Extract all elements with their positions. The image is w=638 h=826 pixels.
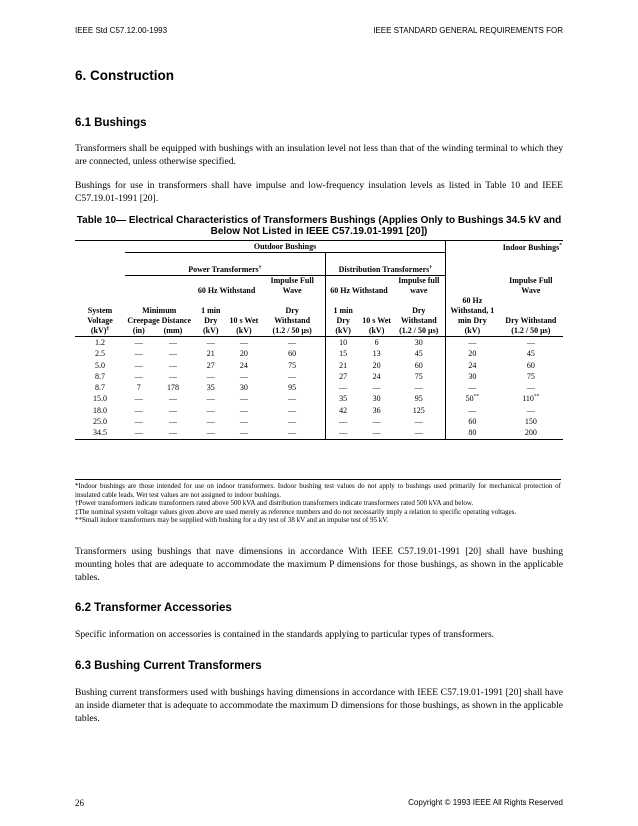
col-group-impulse-full-wave-indoor: Impulse Full Wave [509,276,553,295]
table-cell: — [168,360,177,370]
table-cell: — [228,427,260,439]
col-1min-dry: 1 min Dry [201,306,221,325]
col-group-impulse-full-wave-dist: Impulse full wave [398,276,440,295]
group-header-indoor: Indoor Bushings* [446,241,563,253]
table-cell: — [372,383,381,393]
subsection-title-accessories: 6.2 Transformer Accessories [75,602,232,614]
table-cell: — [239,405,248,415]
table-cell: 30 [372,394,381,404]
table-row [75,371,563,382]
table-cell: — [260,416,325,427]
copyright-notice: Copyright © 1993 IEEE All Rights Reserved [408,798,563,807]
table-cell: 34.5 [75,427,125,439]
table-cell: 30 [446,371,499,382]
table-cell: 75 [260,360,325,371]
paragraph-after-table: Transformers using bushings that nave dimensions in accordance With IEEE C57.19.01-1991 [20] shall have bushing mounting holes that are adequate to accommodate the maximum P dimensions for those bushings, as shown in the applicable tables. [75,546,563,583]
unit-wave: (1.2 / 50 μs) [499,326,563,337]
table-row [75,427,563,439]
table-cell: — [206,371,215,381]
table-cell: 35 [206,383,215,393]
table-cell: — [206,405,215,415]
table-cell: — [446,382,499,393]
col-60hz-withstand-indoor: 60 Hz Withstand, 1 min Dry [446,296,499,326]
table-cell: — [134,338,143,347]
col-minimum-creepage: Minimum Creepage Distance [127,306,192,325]
unit-wave: (1.2 / 50 μs) [260,326,325,337]
paragraph-bushings-1: Transformers shall be equipped with bushings with an insulation level not less than that of the winding terminal to which they are connected, unless otherwise specified. [75,143,563,167]
col-10s-wet-dist: 10 s Wet [362,316,391,325]
table-cell: — [372,417,381,427]
unit-mm: (mm) [153,326,194,337]
table-cell: 24 [446,360,499,371]
table-cell: 2.5 [95,349,105,359]
table-cell: — [206,394,215,404]
page-number: 26 [75,798,84,808]
unit-kv: (kV) [228,326,260,337]
unit-in: (in) [125,326,153,337]
table-cell: — [260,427,325,439]
col-group-60hz-withstand-dist: 60 Hz Withstand [330,286,388,295]
table-body [75,337,563,440]
table-row [75,382,563,393]
table-cell: — [193,427,228,439]
col-group-impulse-full-wave: Impulse Full Wave [260,276,325,297]
footnote: **Small indoor transformers may be supplied with bushing for a dry test of 38 kV and an impulse test of 95 kV. [75,516,389,524]
table-cell: 60 [414,360,423,370]
table-cell: — [239,417,248,427]
table-cell: — [339,417,348,427]
table-cell: — [125,427,153,439]
table-cell: 13 [372,349,381,359]
table-cell: — [239,394,248,404]
table-cell: — [260,405,325,416]
table-cell: — [168,405,177,415]
subsection-title-current-transformers: 6.3 Bushing Current Transformers [75,660,262,672]
table-cell: 200 [499,427,563,439]
table-cell: — [526,338,535,347]
table-cell: 27 [339,371,348,381]
table-cell: 20 [239,349,248,359]
col-dry-withstand-dist: Dry Withstand [400,306,437,325]
table-cell: — [206,417,215,427]
table-cell: 36 [372,405,381,415]
section-title: 6. Construction [75,68,175,83]
table-cell: — [361,427,393,439]
running-header-left: IEEE Std C57.12.00-1993 [75,26,168,35]
table-cell: 45 [526,349,535,359]
subsection-title-bushings: 6.1 Bushings [75,117,147,129]
table-cell: 24 [372,371,381,381]
col-10s-wet: 10 s Wet [229,316,259,325]
table-row [75,360,563,371]
table-cell: — [153,427,194,439]
table-row [75,405,563,416]
table-cell: — [168,394,177,404]
table-cell: 7 [136,383,141,393]
table-cell: 60 [260,348,325,359]
table-cell: — [260,337,325,349]
table-cell: 95 [414,394,423,404]
table-footnotes [75,479,561,525]
table-row [75,348,563,359]
running-header-right: IEEE STANDARD GENERAL REQUIREMENTS FOR [373,26,563,35]
table-cell: — [168,371,177,381]
table-cell: — [134,371,143,381]
group-header-outdoor: Outdoor Bushings [125,241,446,253]
unit-wave: (1.2 / 50 μs) [392,326,445,337]
table-cell: 20 [372,360,381,370]
table-cell: 42 [339,405,348,415]
table-cell: 18.0 [93,405,107,415]
table-caption: Table 10— Electrical Characteristics of Transformers Bushings (Applies Only to Bushings 34.5 kV and Below Not Listed in IEEE C57.19.01-1991 [20]) [76,215,562,237]
table-cell: — [526,405,535,415]
table-cell: — [339,383,348,393]
table-cell: 45 [414,349,423,359]
col-system-voltage: System Voltage [87,306,113,325]
footnote: †Power transformers indicate transformers rated above 500 kVA and distribution transformers indicate transformers rated 500 kVA and below. [75,499,474,507]
col-1min-dry-dist: 1 min Dry [333,306,353,325]
table-cell: 8.7 [95,371,105,381]
subheader-power-transformers: Power Transformers† [125,253,325,276]
table-cell: — [392,427,445,439]
table-cell: 15.0 [93,394,107,404]
table-cell: — [168,417,177,427]
table-cell: 15 [339,349,348,359]
table-cell: 1.2 [95,338,105,347]
unit-kv: (kV) [193,326,228,337]
table-cell: 60 [526,360,535,370]
table-cell: 30 [414,338,423,347]
table-cell: 95 [260,382,325,393]
table-cell: 21 [206,349,215,359]
unit-kv: (kV) [361,326,393,337]
table-cell: 30 [239,383,248,393]
table-cell: 50** [446,393,499,404]
table-cell: 80 [446,427,499,439]
table-cell: 178 [166,383,179,393]
table-row [75,416,563,427]
table-cell: 21 [339,360,348,370]
subheader-distribution-transformers: Distribution Transformers† [325,253,446,276]
table-cell: 24 [239,360,248,370]
table-cell: 110** [522,393,540,404]
table-cell: 75 [414,371,423,381]
table-row [75,393,563,404]
table-cell: — [446,405,499,416]
table-cell: — [168,349,177,359]
table-row [75,337,563,349]
table-cell: 150 [524,417,537,427]
col-group-60hz-withstand: 60 Hz Withstand [197,286,256,295]
paragraph-bushings-2: Bushings for use in transformers shall have impulse and low-frequency insulation levels as listed in Table 10 and IEEE C57.19.01-1991 [20]. [75,180,563,204]
table-cell: — [414,417,423,427]
table-cell: — [260,393,325,404]
paragraph-accessories: Specific information on accessories is contained in the standards applying to particular types of transformers. [75,629,495,640]
table-cell: — [526,383,535,393]
table-cell: — [325,427,361,439]
table-cell: — [446,337,499,349]
unit-kv: (kV) [325,326,361,337]
table-cell: 6 [374,338,379,347]
table-cell: 75 [526,371,535,381]
footnote: *Indoor bushings are those intended for use on indoor transformers. Indoor bushing test values do not apply to bushings used primarily for mechanical protection of insulated cable leads. Wet test values are not assigned to indoor bushings. [75,482,561,499]
table-cell: — [134,394,143,404]
footnote: ‡The nominal system voltage values given above are used merely as reference numbers and do not necessarily imply a relation to specific operating voltages. [75,507,517,516]
table-cell: — [134,349,143,359]
table-cell: — [414,383,423,393]
table-cell: 20 [446,348,499,359]
table-cell: 8.7 [95,383,105,393]
paragraph-current-transformers: Bushing current transformers used with bushings having dimensions in accordance with IEEE C57.19.01-1991 [20] shall have an inside diameter that is adequate to accommodate the maximum D dimensions for those bushings, as shown in the applicable tables. [75,687,563,724]
table-cell: — [239,371,248,381]
col-dry-withstand: Dry Withstand [260,296,325,326]
unit-kv: (kV) [446,326,499,337]
table-cell: — [134,417,143,427]
table-cell: 125 [412,405,425,415]
table-cell: 10 [339,338,348,347]
table-cell: — [168,338,177,347]
table-cell: 60 [446,416,499,427]
table-cell: 27 [206,360,215,370]
col-dry-withstand-indoor: Dry Withstand [505,316,557,325]
table-cell: 25.0 [93,417,107,427]
table-cell: — [134,405,143,415]
table-cell: — [260,371,325,382]
table-cell: 5.0 [95,360,105,370]
table-cell: — [239,338,248,347]
table-cell: — [206,338,215,347]
table-cell: 35 [339,394,348,404]
table-cell: — [134,360,143,370]
bushing-characteristics-table [75,240,563,440]
unit-kv: (kV)‡ [75,326,125,337]
